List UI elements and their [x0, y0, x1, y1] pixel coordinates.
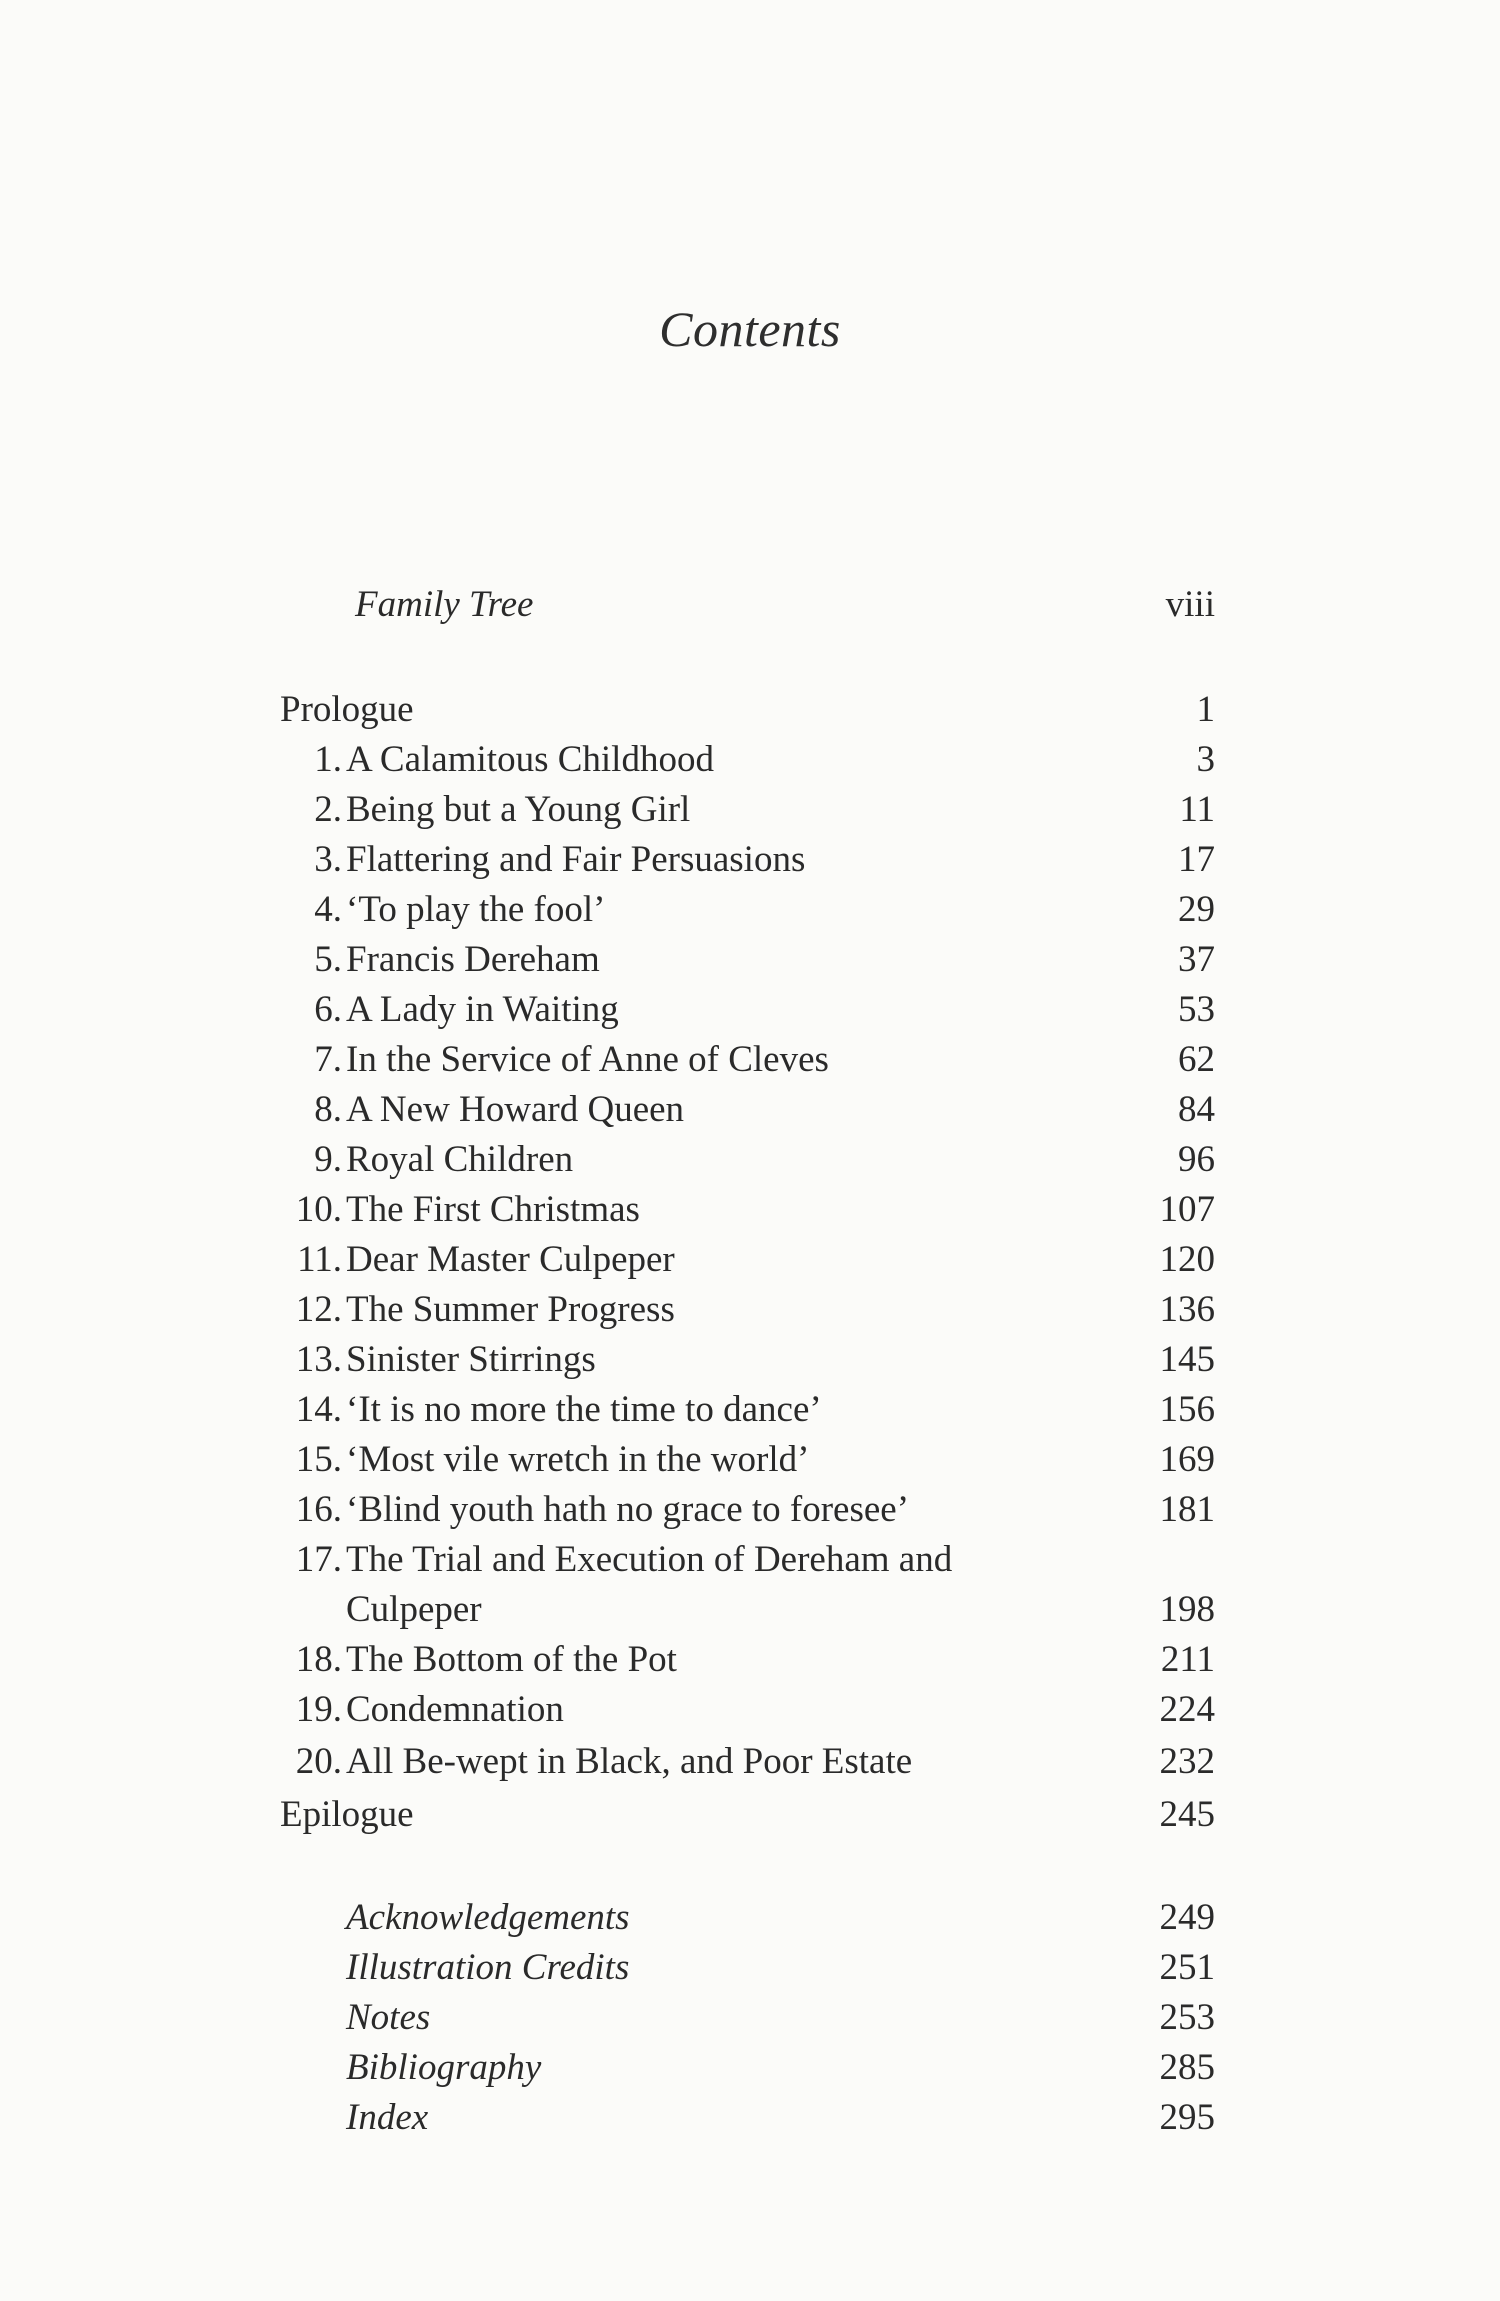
toc-entry-bibliography[interactable]: [346, 2043, 1215, 2093]
toc-entry-page: 169: [1159, 1439, 1215, 1480]
toc-entry-page: 156: [1159, 1389, 1215, 1430]
toc-entry-page: 96: [1178, 1139, 1215, 1180]
toc-entry-label: A Lady in Waiting: [346, 989, 619, 1030]
toc-entry-page: 62: [1178, 1039, 1215, 1080]
toc-entry-chapter-10[interactable]: [280, 1185, 1215, 1235]
toc-entry-page: 285: [1159, 2047, 1215, 2088]
toc-entry-page: 29: [1178, 889, 1215, 930]
toc-entry-label: The Bottom of the Pot: [346, 1639, 677, 1680]
toc-entry-page: 249: [1159, 1897, 1215, 1938]
toc-entry-label: ‘Most vile wretch in the world’: [346, 1439, 810, 1480]
toc-entry-chapter-6[interactable]: [280, 985, 1215, 1035]
toc-entry-page: 120: [1159, 1239, 1215, 1280]
chapter-number: 10.: [295, 1189, 342, 1230]
toc-entry-chapter-20[interactable]: [280, 1737, 1215, 1787]
toc-entry-label: Prologue: [280, 689, 414, 730]
toc-entry-label: Francis Dereham: [346, 939, 600, 980]
toc-entry-chapter-11[interactable]: [280, 1235, 1215, 1285]
chapter-number: 17.: [295, 1539, 342, 1580]
toc-entry-label: Notes: [346, 1997, 431, 2038]
toc-entry-label: ‘Blind youth hath no grace to foresee’: [346, 1489, 910, 1530]
toc-entry-label: Sinister Stirrings: [346, 1339, 596, 1380]
toc-entry-label: All Be-wept in Black, and Poor Estate: [346, 1741, 913, 1782]
toc-entry-label: The Trial and Execution of Dereham and: [346, 1539, 953, 1580]
chapter-number: 20.: [295, 1741, 342, 1782]
toc-entry-page: 232: [1159, 1741, 1215, 1782]
toc-entry-page: 53: [1178, 989, 1215, 1030]
page-title: Contents: [659, 301, 841, 357]
chapter-number: 14.: [295, 1389, 342, 1430]
toc-entry-page: 11: [1179, 789, 1215, 830]
toc-entry-page: 211: [1160, 1639, 1215, 1680]
toc-entry-label: A Calamitous Childhood: [346, 739, 714, 780]
toc-entry-label: Flattering and Fair Persuasions: [346, 839, 806, 880]
toc-entry-notes[interactable]: [346, 1993, 1215, 2043]
toc-entry-label: In the Service of Anne of Cleves: [346, 1039, 829, 1080]
chapter-number: 6.: [314, 989, 342, 1030]
toc-entry-chapter-4[interactable]: [280, 885, 1215, 935]
toc-entry-chapter-17-continued[interactable]: [280, 1585, 1215, 1635]
toc-entry-chapter-16[interactable]: [280, 1485, 1215, 1535]
toc-entry-page: 295: [1159, 2097, 1215, 2138]
toc-entry-chapter-12[interactable]: [280, 1285, 1215, 1335]
toc-entry-chapter-1[interactable]: [280, 735, 1215, 785]
chapter-number: 15.: [295, 1439, 342, 1480]
toc-entry-page: 3: [1196, 739, 1215, 780]
toc-entry-page: 1: [1196, 689, 1215, 730]
toc-entry-page: 198: [1159, 1589, 1215, 1630]
toc-entry-prologue[interactable]: [280, 685, 1215, 735]
toc-entry-page: 253: [1159, 1997, 1215, 2038]
toc-entry-label: The Summer Progress: [346, 1289, 675, 1330]
toc-entry-index[interactable]: [346, 2093, 1215, 2143]
toc-entry-label: A New Howard Queen: [346, 1089, 685, 1130]
chapter-number: 3.: [314, 839, 342, 880]
toc-entry-page: viii: [1165, 584, 1215, 625]
toc-entry-page: 181: [1159, 1489, 1215, 1530]
toc-entry-epilogue[interactable]: [280, 1790, 1215, 1840]
toc-entry-chapter-17[interactable]: [280, 1535, 1215, 1585]
toc-entry-page: 17: [1178, 839, 1215, 880]
toc-entry-page: 37: [1178, 939, 1215, 980]
toc-entry-chapter-2[interactable]: [280, 785, 1215, 835]
toc-entry-label: Family Tree: [355, 584, 534, 625]
toc-entry-page: 84: [1178, 1089, 1215, 1130]
chapter-number: 19.: [295, 1689, 342, 1730]
toc-entry-page: 245: [1159, 1794, 1215, 1835]
toc-entry-chapter-19[interactable]: [280, 1685, 1215, 1735]
chapter-number: 7.: [314, 1039, 342, 1080]
toc-entry-label: The First Christmas: [346, 1189, 640, 1230]
toc-entry-chapter-15[interactable]: [280, 1435, 1215, 1485]
chapter-number: 1.: [314, 739, 342, 780]
chapter-number: 9.: [314, 1139, 342, 1180]
chapter-number: 11.: [297, 1239, 342, 1280]
chapter-number: 18.: [295, 1639, 342, 1680]
toc-entry-page: 251: [1159, 1947, 1215, 1988]
toc-entry-chapter-8[interactable]: [280, 1085, 1215, 1135]
toc-entry-label: Condemnation: [346, 1689, 564, 1730]
toc-entry-chapter-5[interactable]: [280, 935, 1215, 985]
chapter-number: 12.: [295, 1289, 342, 1330]
toc-entry-family-tree[interactable]: [355, 580, 1215, 630]
chapter-number: 2.: [314, 789, 342, 830]
chapter-number: 13.: [295, 1339, 342, 1380]
toc-entry-illustration-credits[interactable]: [346, 1943, 1215, 1993]
toc-entry-label: ‘It is no more the time to dance’: [346, 1389, 822, 1430]
toc-entry-label: Royal Children: [346, 1139, 574, 1180]
toc-entry-label: Bibliography: [346, 2047, 542, 2088]
toc-entry-page: 136: [1159, 1289, 1215, 1330]
chapter-number: 4.: [314, 889, 342, 930]
toc-entry-label: Being but a Young Girl: [346, 789, 691, 830]
toc-entry-chapter-18[interactable]: [280, 1635, 1215, 1685]
chapter-number: 5.: [314, 939, 342, 980]
toc-entry-label: Index: [346, 2097, 429, 2138]
toc-entry-chapter-13[interactable]: [280, 1335, 1215, 1385]
toc-entry-page: 107: [1159, 1189, 1215, 1230]
toc-entry-label: Acknowledgements: [346, 1897, 630, 1938]
toc-entry-label-continued: Culpeper: [346, 1589, 482, 1630]
toc-entry-chapter-14[interactable]: [280, 1385, 1215, 1435]
toc-entry-chapter-3[interactable]: [280, 835, 1215, 885]
toc-entry-label: Dear Master Culpeper: [346, 1239, 675, 1280]
toc-entry-label: Epilogue: [280, 1794, 414, 1835]
toc-entry-page: 145: [1159, 1339, 1215, 1380]
chapter-number: 16.: [295, 1489, 342, 1530]
toc-entry-acknowledgements[interactable]: [346, 1893, 1215, 1943]
chapter-number: 8.: [314, 1089, 342, 1130]
toc-entry-label: ‘To play the fool’: [346, 889, 606, 930]
toc-entry-chapter-7[interactable]: [280, 1035, 1215, 1085]
toc-entry-chapter-9[interactable]: [280, 1135, 1215, 1185]
toc-entry-page: 224: [1159, 1689, 1215, 1730]
toc-entry-label: Illustration Credits: [346, 1947, 630, 1988]
